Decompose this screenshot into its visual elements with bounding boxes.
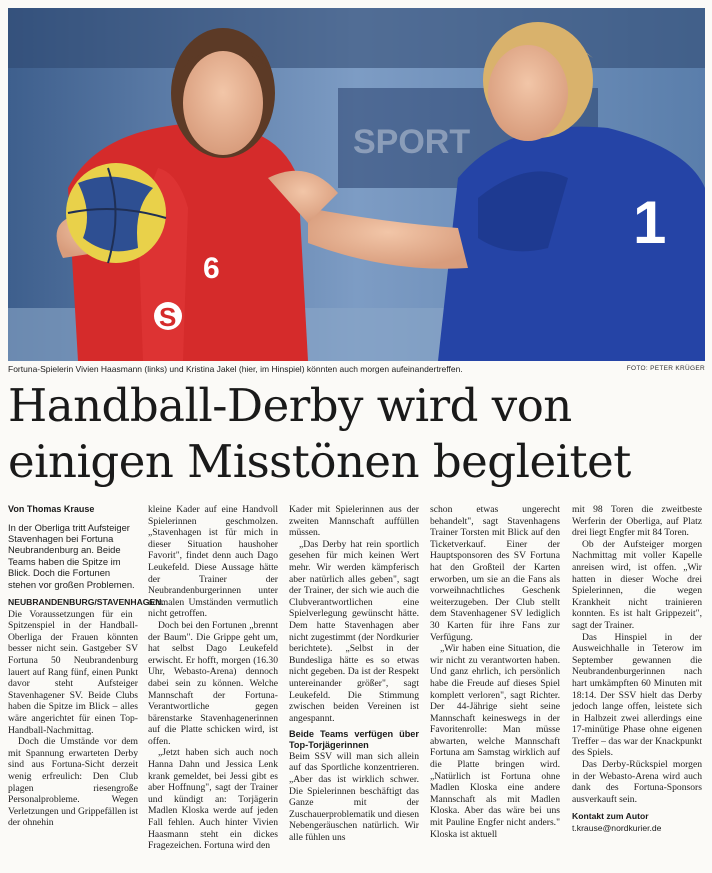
- author-email-link[interactable]: t.krause@nordkurier.de: [572, 823, 662, 834]
- article-headline: [8, 378, 705, 490]
- headline-line-1: Handball-Derby wird von: [8, 379, 572, 432]
- paragraph: Kader mit Spielerinnen aus der zweiten Mannschaft auffüllen müssen.: [289, 504, 419, 539]
- banner-text: SPORT: [353, 123, 471, 161]
- paragraph: schon etwas ungerecht behandelt", sagt Stavenhagens Trainer Torsten mit Blick auf den Ticketverkauf. Einer der Hauptsponsoren des SV Fortuna hat den Großteil der Karten erworben, um sie an die Fans als vorweihnachtliches Geschenk weiterzugeben. Der Club stellt dem Stavenhagener SV lediglich 30 Karten für ihre Fans zur Verfügung.: [430, 504, 560, 643]
- face-right: [488, 45, 568, 141]
- paragraph: mit 98 Toren die zweitbeste Werferin der Oberliga, auf Platz drei liegt Engfer mit 84 Toren.: [572, 504, 702, 539]
- photo-credit: FOTO: PETER KRÜGER: [626, 365, 705, 372]
- article-column-5: [572, 504, 702, 835]
- article-column-2: [148, 504, 278, 852]
- article-photo: [8, 8, 705, 361]
- paragraph: Doch bei den Fortunen „brennt der Baum". Die Grippe geht um, hat selbst Dago Leukefeld erwischt. Er hofft, morgen (16.30 Uhr, Webasto-Arena) dennoch dabei sein zu können. Welche Mannschaft der Fortuna-Verantwortliche gegen bärenstarke Stavenhagenerinnen auf die Platte schicken wird, ist offen.: [148, 619, 278, 747]
- dateline: NEUBRANDENBURG/STAVENHAGEN.: [8, 597, 164, 608]
- paragraph: „Das Derby hat rein sportlich gesehen für mich keinen Wert mehr. Wir werden kämpferisch aber natürlich alles geben", sagt der Trainer, der sich wie auch die Clubverantwortlichen eine Spielverlegung gewünscht hätte. Dem hatte Stavenhagen aber nicht zugestimmt (der Nordkurier berichtete). „Selbst in der Bundesliga hätte es so etwas nicht gegeben. Da ist der Respekt untereinander größer", sagt Leukefeld. Die Stimmung zwischen beiden Vereinen ist angespannt.: [289, 538, 419, 724]
- paragraph: Doch die Umstände vor dem mit Spannung erwarteten Derby sind aus Fortuna-Sicht derzeit wenig erfreulich: Den Club plagen riesengroße Personalprobleme. Wegen Verletzungen und Grippefällen ist der ohnehin: [8, 736, 138, 829]
- paragraph: „Jetzt haben sich auch noch Hanna Dahn und Jessica Lenk krank gemeldet, bei Jessi gibt es aber Hoffnung", sagt der Trainer und kündigt an: Torjägerin Madlen Kloska werde auf jeden Fall fehlen. Auch hinter Vivien Haasmann steht ein dickes Fragezeichen. Fortuna wird den: [148, 747, 278, 852]
- paragraph: kleine Kader auf eine Handvoll Spielerinnen geschmolzen. „Stavenhagen ist für mich in dieser Situation haushoher Favorit", findet denn auch Dago Leukefeld. Diese Aussage hätte der Trainer der Neubrandenburgerinnen unter normalen Umständen vermutlich nicht getroffen.: [148, 504, 278, 620]
- paragraph: „Wir haben eine Situation, die wir nicht zu verantworten haben. Und ganz ehrlich, ich persönlich habe die Freude auf dieses Spiel komplett verloren", sagt Richter. Der 44-Jährige sieht seine Mannschaft keineswegs in der Favoritenrolle: Man müsse abwarten, welche Mannschaft Fortuna am Samstag wirklich auf die Platte bringen wird. „Natürlich ist Fortuna ohne Madlen Kloska eine andere Mannschaft als mit Madlen Kloska. Aber das wäre bei uns mit Pauline Engfer nicht anders." Kloska ist aktuell: [430, 643, 560, 840]
- paragraph: Ob der Aufsteiger morgen Nachmittag mit voller Kapelle anreisen wird, ist offen. „Wir hatten in dieser Woche drei Spielerinnen, die wegen Krankheit nicht trainieren konnten. Es ist halt Grippezeit", sagt der Trainer.: [572, 538, 702, 631]
- photo-caption: [8, 364, 705, 374]
- article-column-3: [289, 504, 419, 844]
- article-teaser: In der Oberliga tritt Aufsteiger Stavenhagen bei Fortuna Neubrandenburg an. Beide Teams haben die Spitze im Blick. Doch die Fortunen stehen vor großen Problemen.: [8, 521, 135, 590]
- handball-photo-illustration: [8, 8, 705, 361]
- jersey-number-right: 1: [633, 189, 667, 256]
- svg-text:S: S: [159, 302, 177, 332]
- article-column-1: [8, 504, 164, 829]
- jersey-number-left: 6: [203, 252, 220, 285]
- handball-ball: [66, 163, 166, 263]
- paragraph: [8, 597, 164, 736]
- paragraph: Das Hinspiel in der Ausweichhalle in Teterow im September gewannen die Neubrandenburgerinnen nach hart umkämpften 60 Minuten mit 18:14. Der SSV hielt das Derby jedoch lange offen, leistete sich in Halbzeit zwei allerdings eine 17-minütige Phase ohne eigenen Treffer – das war der Knackpunkt des Spiels.: [572, 631, 702, 759]
- paragraph: Das Derby-Rückspiel morgen in der Webasto-Arena wird auch dank des Fortuna-Sponsors ausverkauft sein.: [572, 759, 702, 805]
- face-left: [183, 51, 263, 155]
- caption-text: Fortuna-Spielerin Vivien Haasmann (links) und Kristina Jakel (hier, im Hinspiel) könnten auch morgen aufeinandertreffen.: [8, 364, 463, 374]
- article-column-4: [430, 504, 560, 840]
- contact-heading: Kontakt zum Autor: [572, 811, 649, 822]
- paragraph-text: Die Voraussetzungen für ein Spitzenspiel in der Handball-Oberliga der Frauen könnten besser nicht sein. Gastgeber SV Fortuna 50 Neubrandenburg lauert auf Rang fünf, einen Punkt davor steht Aufsteiger Stavenhagener SV. Beide Clubs haben die Spitze im Blick – alles wäre angerichtet für einen Top-Handball-Nachmittag.: [8, 608, 138, 736]
- author-byline: Von Thomas Krause: [8, 504, 95, 514]
- subheading: Beide Teams verfügen über Top-Torjägerinnen: [289, 729, 419, 751]
- headline-line-2: einigen Misstönen begleitet: [8, 435, 631, 488]
- paragraph: Beim SSV will man sich allein auf das Sportliche konzentrieren. „Aber das ist wirklich schwer. Die Spielerinnen beschäftigt das Ganze mit der Zuschauerproblematik und diesen Nebengeräuschen natürlich. Wir alle fühlen uns: [289, 750, 420, 844]
